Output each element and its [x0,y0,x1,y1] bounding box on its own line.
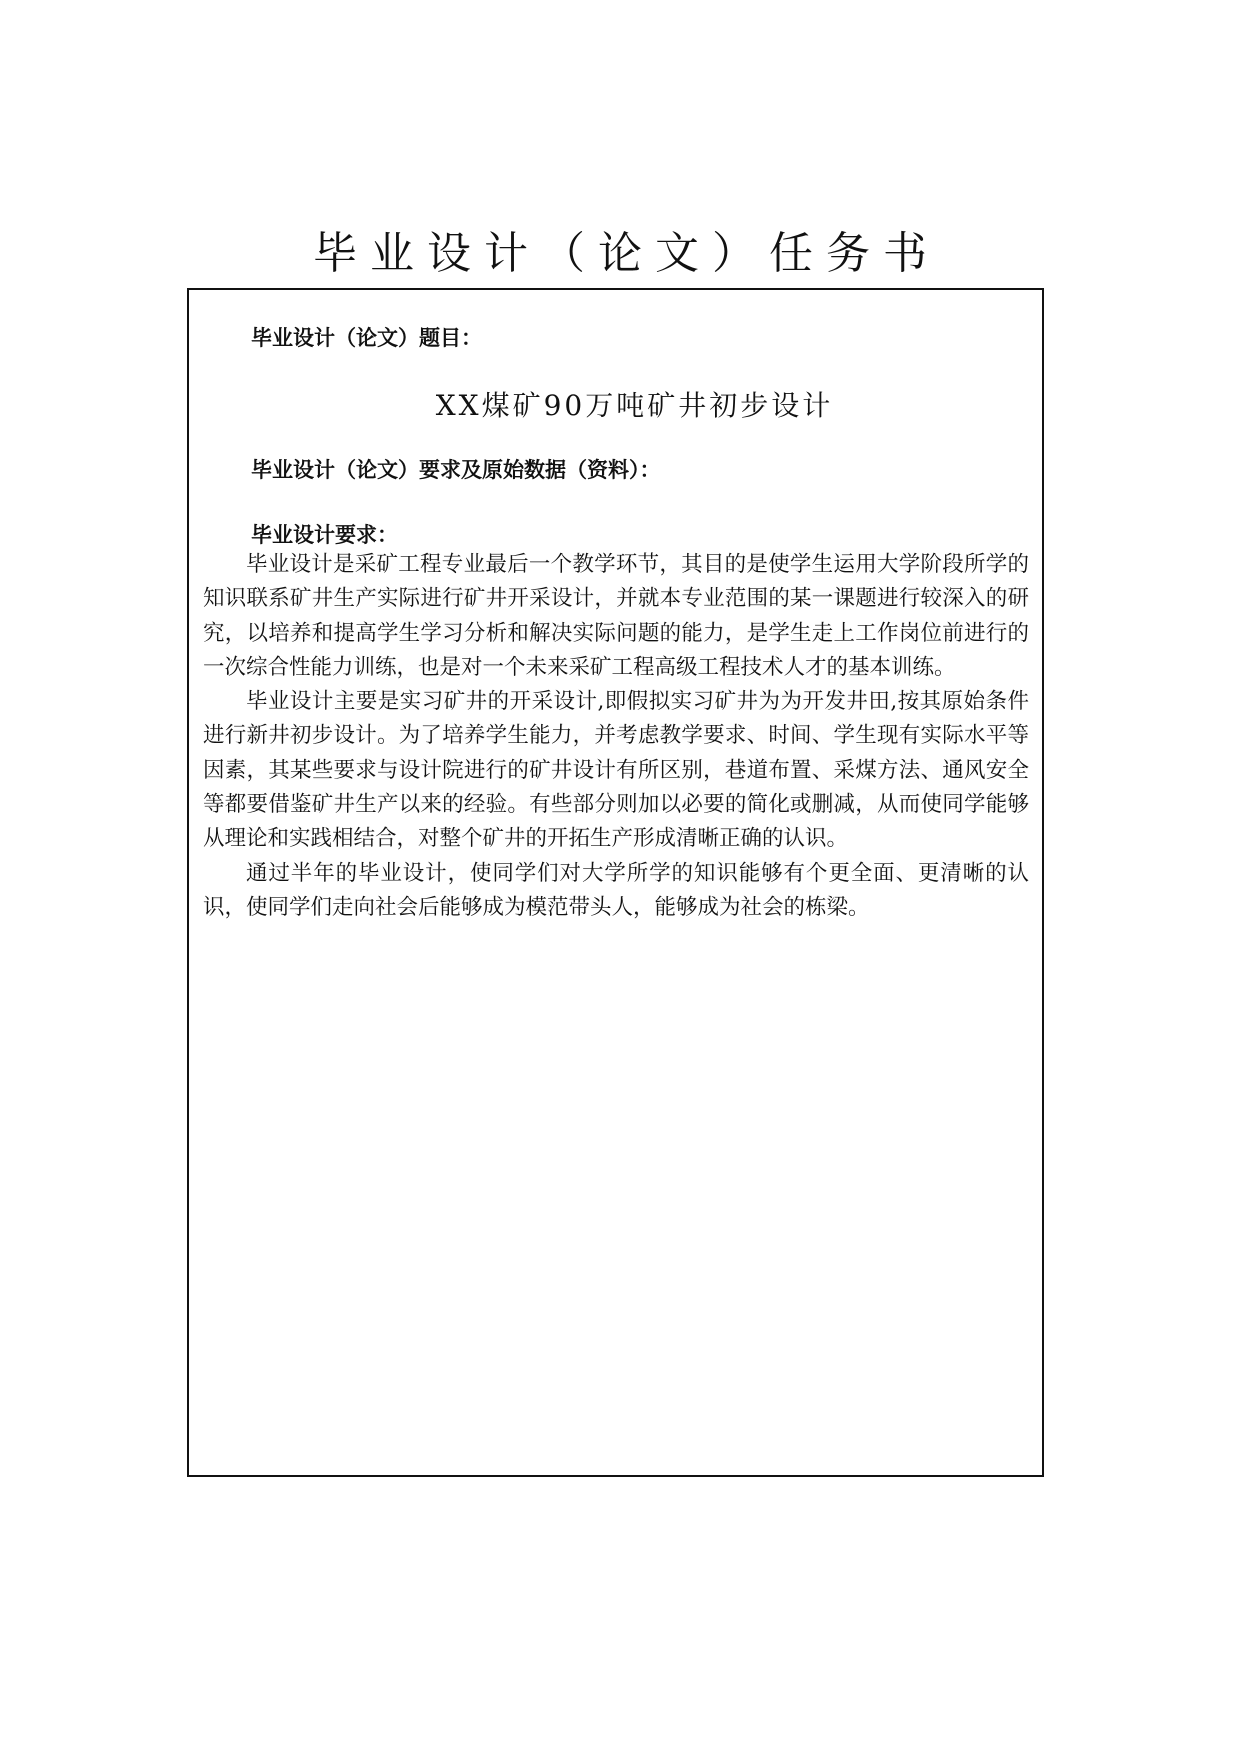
requirements-label: 毕业设计（论文）要求及原始数据（资料）： [251,458,661,482]
body-paragraph-3: 通过半年的毕业设计，使同学们对大学所学的知识能够有个更全面、更清晰的认识，使同学们走向社会后能够成为模范带头人，能够成为社会的栋梁。 [203,860,1029,920]
requirements-body [203,548,1029,925]
task-form-frame [187,288,1044,1477]
body-paragraph-1: 毕业设计是采矿工程专业最后一个教学环节，其目的是使学生运用大学阶段所学的知识联系矿井生产实际进行矿井开采设计，并就本专业范围的某一课题进行较深入的研究，以培养和提高学生学习分析和解决实际问题的能力，是学生走上工作岗位前进行的一次综合性能力训练，也是对一个未来采矿工程高级工程技术人才的基本训练。 [203,552,1029,680]
design-requirements-label: 毕业设计要求： [251,523,398,547]
body-paragraph-2: 毕业设计主要是实习矿井的开采设计,即假拟实习矿井为为开发井田,按其原始条件进行新井初步设计。为了培养学生能力，并考虑教学要求、时间、学生现有实际水平等因素，其某些要求与设计院进行的矿井设计有所区别，巷道布置、采煤方法、通风安全等都要借鉴矿井生产以来的经验。有些部分则加以必要的简化或删减，从而使同学能够从理论和实践相结合，对整个矿井的开拓生产形成清晰正确的认识。 [203,689,1029,852]
page-title: 毕业设计（论文）任务书 [313,228,940,279]
thesis-title: XX煤矿90万吨矿井初步设计 [435,389,834,422]
topic-label: 毕业设计（论文）题目： [251,326,482,350]
